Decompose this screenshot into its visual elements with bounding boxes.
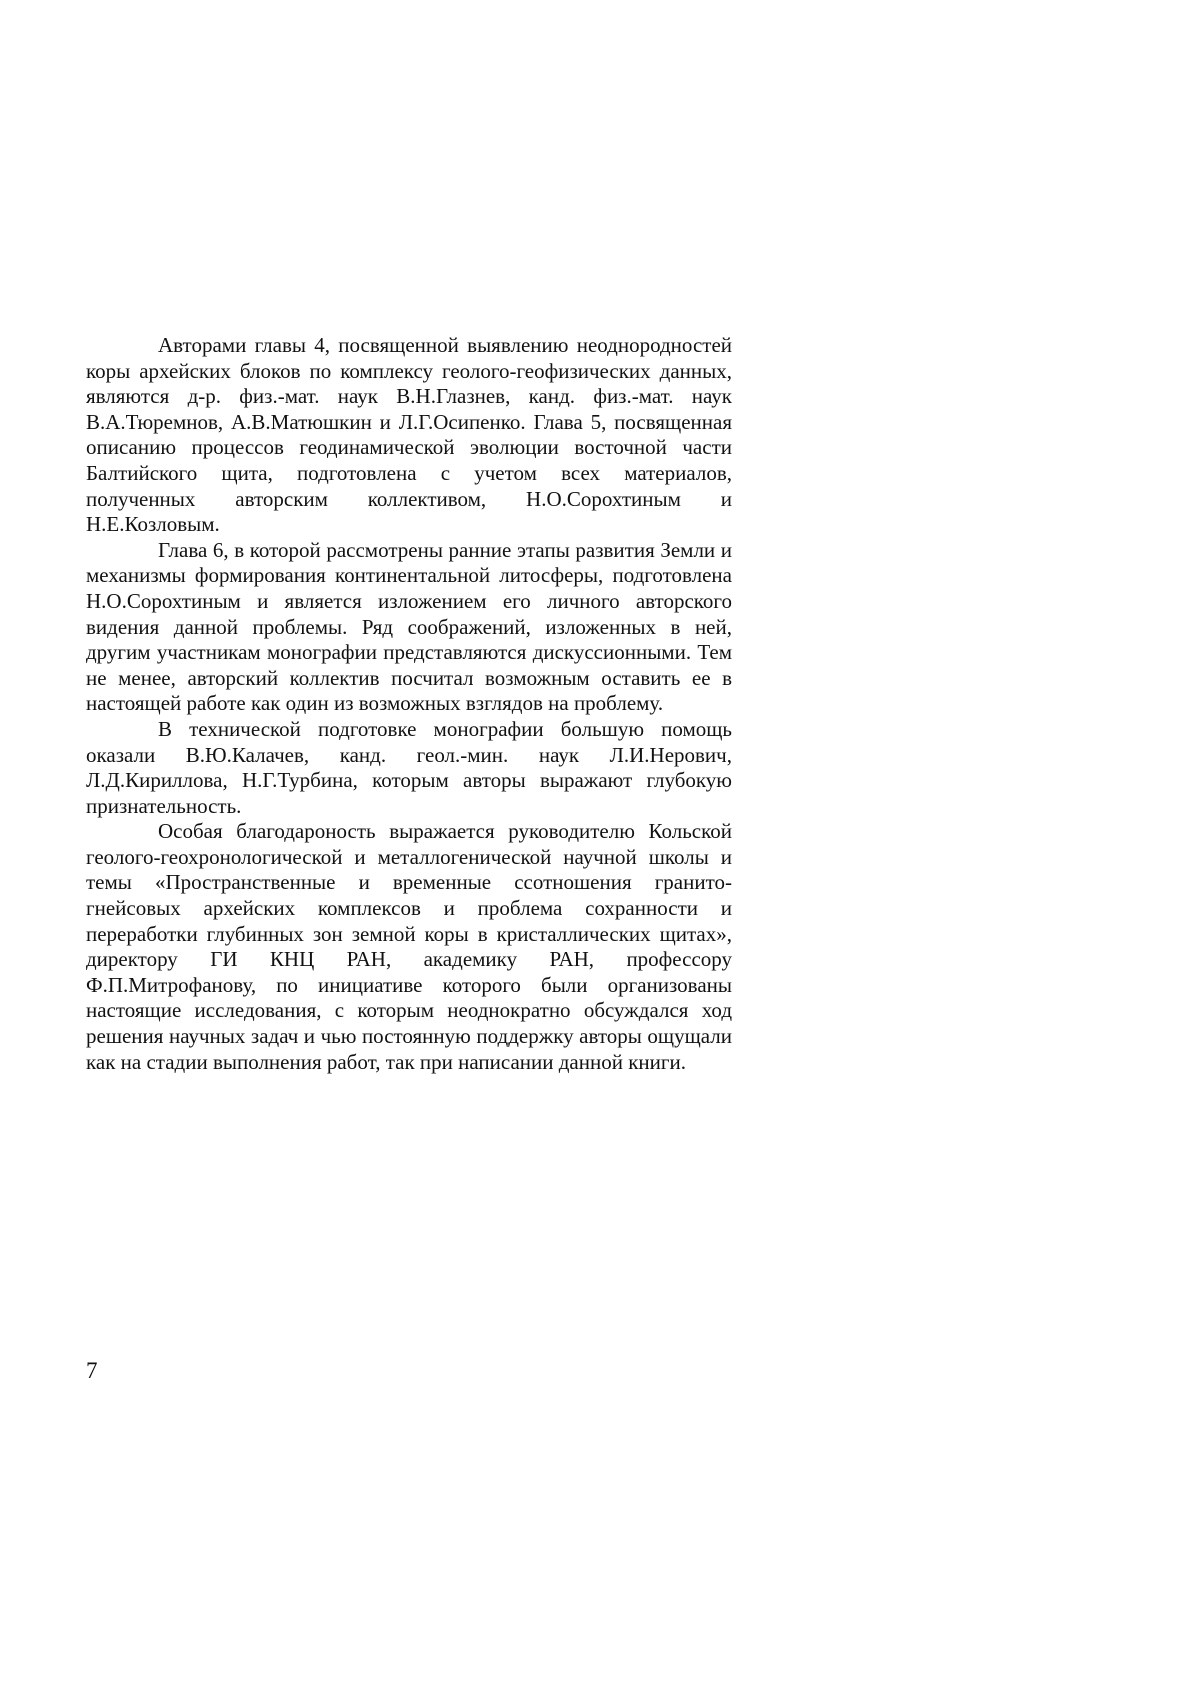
paragraph-acknowledgement: Особая благодароность выражается руководителю Кольской геолого-геохронологической и металлогенической научной школы и темы «Пространственные и временные ссотношения гранито-гнейсовых архейских комплексов и проблема сохранности и переработки глубинных зон земной коры в кристаллических щитах», директору ГИ КНЦ РАН, академику РАН, профессору Ф.П.Митрофанову, по инициативе которого были организованы настоящие исследования, с которым неоднократно обсуждался ход решения научных задач и чью постоянную поддержку авторы ощущали как на стадии выполнения работ, так при написании данной книги. xyxy=(86,819,732,1074)
page-number: 7 xyxy=(86,1358,98,1383)
paragraph-technical-help: В технической подготовке монографии большую помощь оказали В.Ю.Калачев, канд. геол.-мин. наук Л.И.Нерович, Л.Д.Кириллова, Н.Г.Турбина, которым авторы выражают глубокую признательность. xyxy=(86,716,732,818)
body-text xyxy=(86,333,732,1075)
paragraph-authors-chapters-4-5: Авторами главы 4, посвященной выявлению неоднородностей коры архейских блоков по комплексу геолого-геофизических данных, являются д-р. физ.-мат. наук В.Н.Глазнев, канд. физ.-мат. наук В.А.Тюремнов, А.В.Матюшкин и Л.Г.Осипенко. Глава 5, посвященная описанию процессов геодинамической эволюции восточной части Балтийского щита, подготовлена с учетом всех материалов, полученных авторским коллективом, Н.О.Сорохтиным и Н.Е.Козловым. xyxy=(86,333,732,537)
paragraph-chapter-6: Глава 6, в которой рассмотрены ранние этапы развития Земли и механизмы формирования континентальной литосферы, подготовлена Н.О.Сорохтиным и является изложением его личного авторского видения данной проблемы. Ряд соображений, изложенных в ней, другим участникам монографии представляются дискуссионными. Тем не менее, авторский коллектив посчитал возможным оставить ее в настоящей работе как один из возможных взглядов на проблему. xyxy=(86,537,732,716)
